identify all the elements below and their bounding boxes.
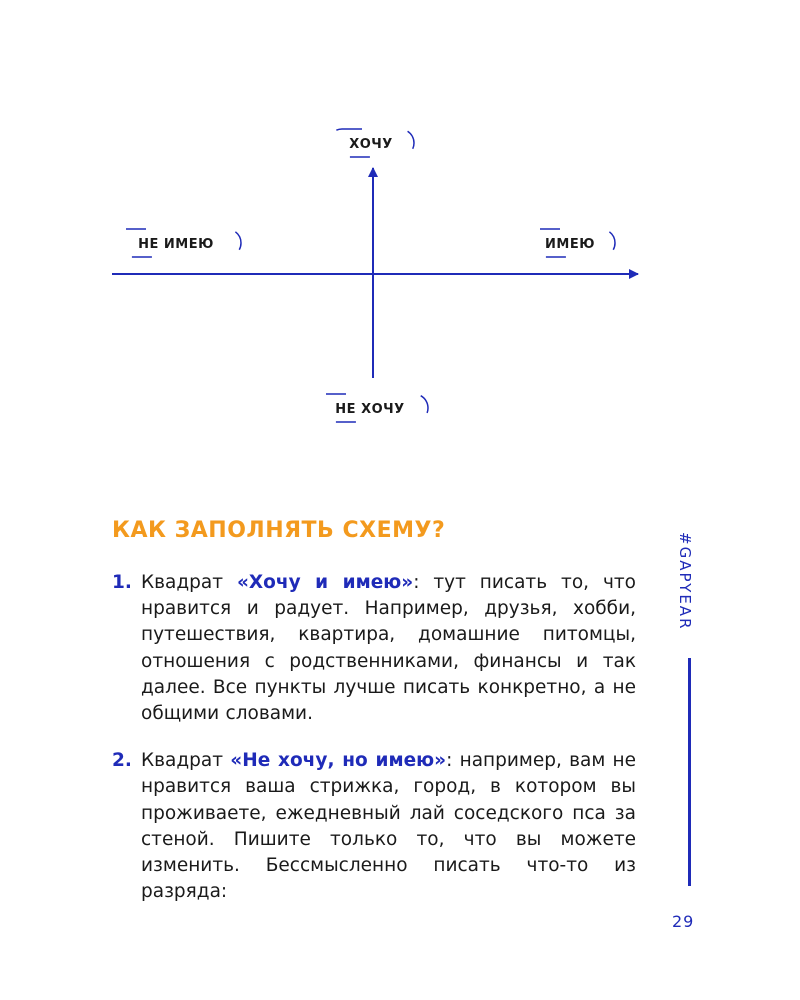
list-item	[112, 748, 636, 905]
label-have	[526, 229, 615, 257]
wish-have-diagram	[0, 0, 800, 460]
side-hashtag-text: #GAPYEAR	[676, 532, 694, 631]
section-heading: КАК ЗАПОЛНЯТЬ СХЕМУ?	[112, 518, 446, 543]
item-highlight: «Хочу и имею»	[236, 572, 414, 593]
label-want-text: ХОЧУ	[349, 137, 393, 152]
item-body: : тут писать то, что нравится и радует. Например, друзья, хобби, путешествия, квартира, домашние питомцы, отношения с родственниками, финансы и так далее. Все пункты лучше писать конкретно, а не общими словами.	[141, 572, 636, 725]
label-dont-want	[312, 394, 428, 422]
side-rule	[688, 658, 691, 886]
page-number: 29	[672, 912, 695, 931]
item-text	[141, 748, 636, 905]
item-lead: Квадрат	[141, 572, 237, 593]
label-dont-have-text: НЕ ИМЕЮ	[138, 237, 214, 252]
label-dont-have	[112, 229, 241, 257]
item-highlight: «Не хочу, но имею»	[230, 750, 447, 772]
item-number: 1.	[112, 572, 132, 593]
label-want	[328, 129, 414, 157]
list-item	[112, 570, 636, 727]
instruction-list	[112, 570, 636, 926]
item-body: : например, вам не нравится ваша стрижка, город, в котором вы проживаете, ежедневный лай соседского пса за стеной. Пишите только то, что вы можете изменить. Бессмысленно писать что-то из разряда:	[141, 750, 636, 903]
label-dont-want-text: НЕ ХОЧУ	[335, 402, 405, 417]
item-number: 2.	[112, 750, 132, 772]
item-text	[141, 570, 636, 727]
side-hashtag	[676, 532, 700, 632]
item-lead: Квадрат	[141, 750, 231, 772]
label-have-text: ИМЕЮ	[545, 237, 595, 252]
